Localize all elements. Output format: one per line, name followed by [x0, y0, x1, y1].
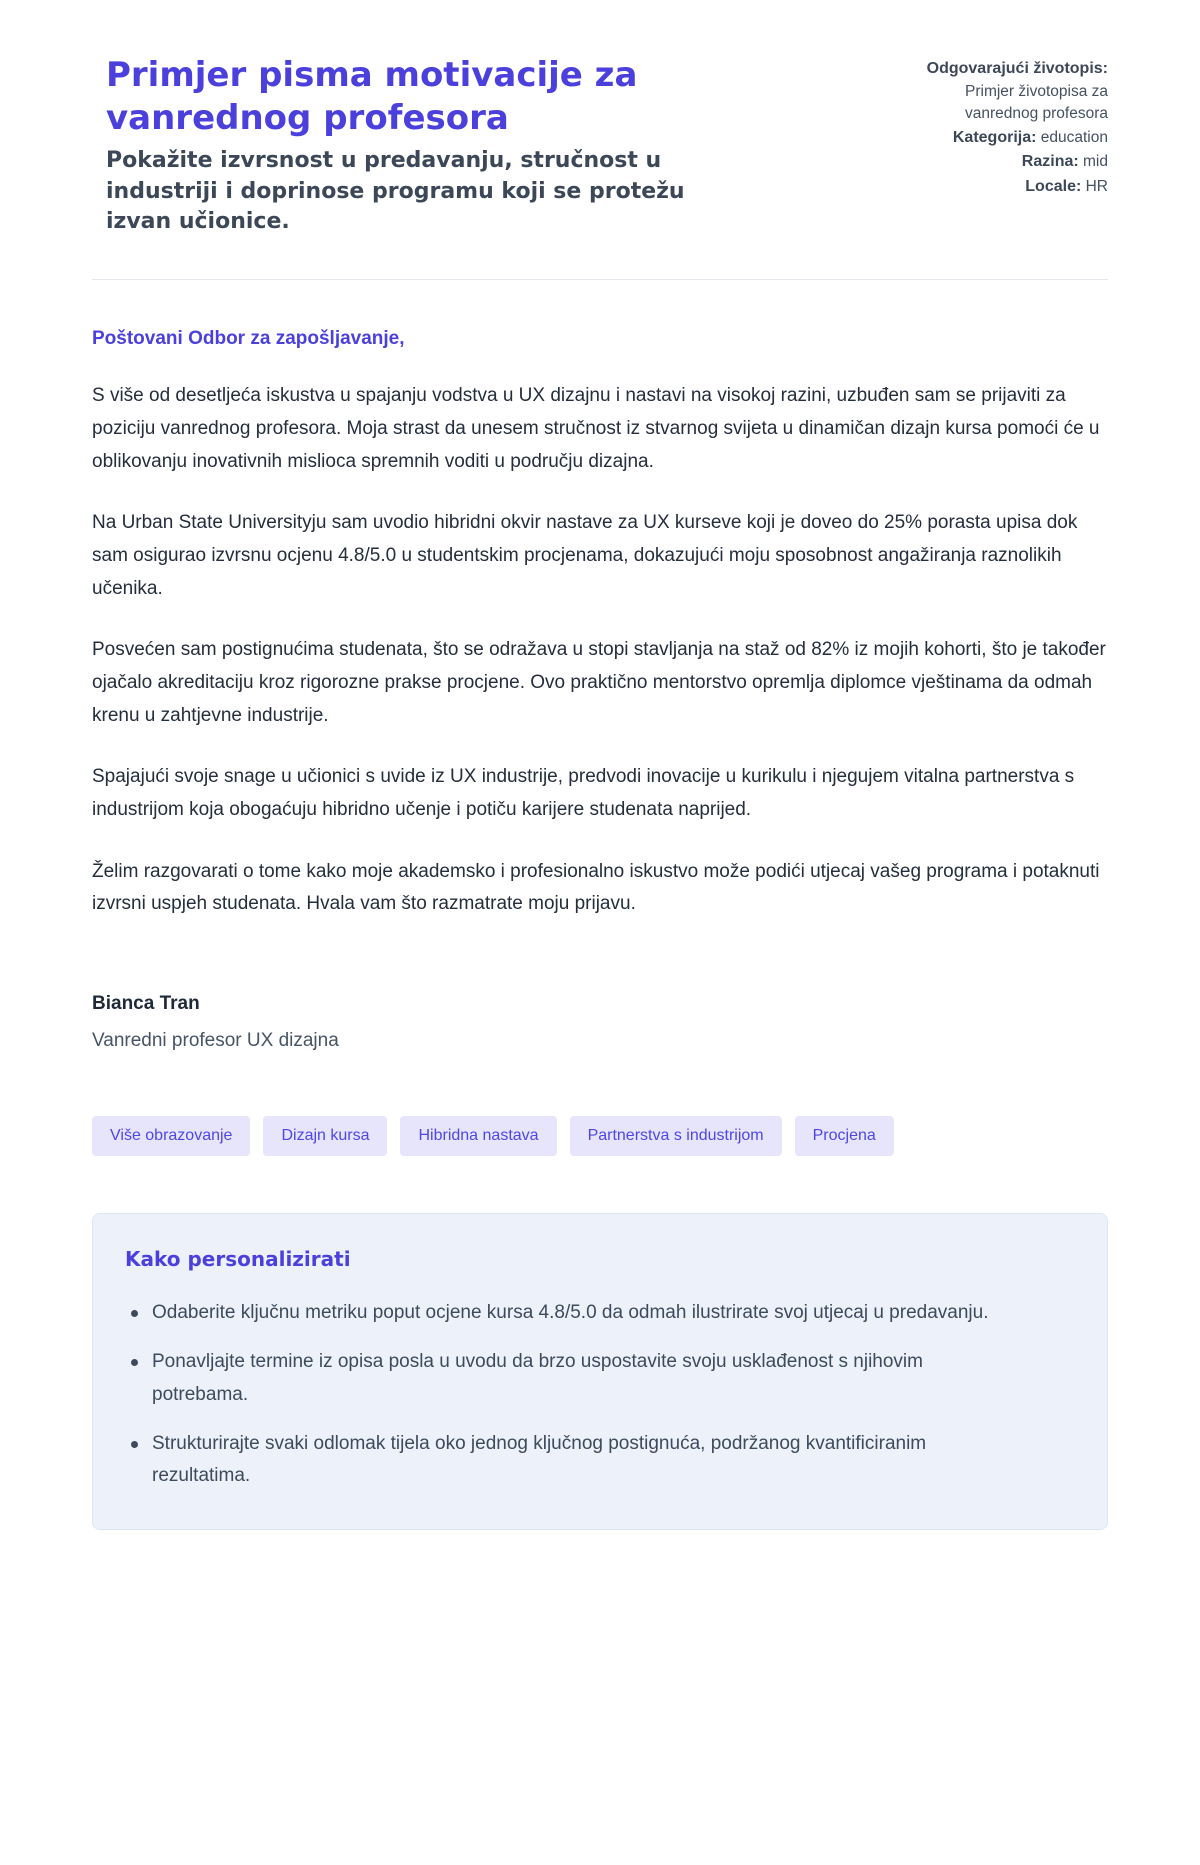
meta-locale-value: HR: [1085, 178, 1108, 196]
meta-level-row: [927, 151, 1108, 174]
letter-greeting: Poštovani Odbor za zapošljavanje,: [92, 328, 405, 350]
meta-category-label: Kategorija:: [952, 128, 1037, 146]
tag-chip-assessment[interactable]: Procjena: [795, 1116, 894, 1156]
meta-resume-label: Odgovarajući životopis:: [926, 60, 1108, 77]
meta-resume-value: Primjer životopisa za vanrednog profesora: [964, 82, 1108, 122]
meta-locale-row: [927, 176, 1108, 199]
signature-role: Vanredni profesor UX dizajna: [92, 1030, 339, 1052]
tag-chip-course-design[interactable]: Dizajn kursa: [263, 1116, 387, 1156]
meta-category-value: education: [1040, 128, 1108, 146]
letter-body: [92, 328, 1108, 1052]
tips-list: [125, 1297, 1075, 1492]
meta-level-value: mid: [1083, 153, 1108, 171]
signature-name: Bianca Tran: [92, 993, 200, 1015]
bullet-icon: [131, 1359, 138, 1366]
tip-item: [125, 1428, 1005, 1493]
tip-text: Ponavljajte termine iz opisa posla u uvodu da brzo uspostavite svoju usklađenost s njihovim potrebama.: [152, 1351, 923, 1405]
tag-list: [92, 1116, 1108, 1156]
tag-chip-higher-education[interactable]: Više obrazovanje: [92, 1116, 250, 1156]
tips-heading: Kako personalizirati: [125, 1247, 351, 1272]
signature-block: [92, 993, 1108, 1052]
tag-chip-hybrid-teaching[interactable]: Hibridna nastava: [400, 1116, 556, 1156]
meta-panel: [927, 54, 1108, 199]
meta-level-label: Razina:: [1021, 153, 1079, 171]
meta-locale-label: Locale:: [1025, 178, 1082, 196]
tip-text: Odaberite ključnu metriku poput ocjene kursa 4.8/5.0 da odmah ilustrirate svoj utjecaj u predavanju.: [152, 1302, 989, 1324]
personalization-tips-box: [92, 1213, 1108, 1529]
letter-paragraph: Želim razgovarati o tome kako moje akademsko i profesionalno iskustvo može podići utjecaj vašeg programa i potaknuti izvrsni uspjeh studenata. Hvala vam što razmatrate moju prijavu.: [92, 860, 1100, 915]
header-divider: [92, 279, 1108, 280]
page-subtitle: Pokažite izvrsnost u predavanju, stručnost u industriji i doprinose programu koji se protežu izvan učionice.: [106, 148, 685, 235]
bullet-icon: [131, 1310, 138, 1317]
tip-text: Strukturirajte svaki odlomak tijela oko jednog ključnog postignuća, podržanog kvantificiranim rezultatima.: [152, 1433, 927, 1487]
page-header: [92, 54, 1108, 237]
tag-chip-industry-partnerships[interactable]: Partnerstva s industrijom: [570, 1116, 782, 1156]
header-title-block: [92, 54, 706, 237]
letter-paragraph: Posvećen sam postignućima studenata, što se odražava u stopi stavljanja na staž od 82% iz mojih kohorti, što je također ojačalo akreditaciju kroz rigorozne prakse procjene. Ovo praktično mentorstvo opremlja diplomce vještinama da odmah krenu u zahtjevne industrije.: [92, 639, 1106, 726]
tip-item: [125, 1346, 1005, 1411]
meta-category-row: [927, 127, 1108, 150]
letter-paragraph: Na Urban State Universityju sam uvodio hibridni okvir nastave za UX kurseve koji je doveo do 25% porasta upisa dok sam osigurao izvrsnu ocjenu 4.8/5.0 u studentskim procjenama, dokazujući moju sposobnost angažiranja raznolikih učenika.: [92, 512, 1078, 599]
page-title: Primjer pisma motivacije za vanrednog profesora: [106, 55, 638, 139]
cover-letter-page: [92, 0, 1108, 1530]
tip-item: [125, 1297, 1005, 1329]
letter-paragraph: S više od desetljeća iskustva u spajanju vodstva u UX dizajnu i nastavi na visokoj razini, uzbuđen sam se prijaviti za poziciju vanrednog profesora. Moja strast da unesem stručnost iz stvarnog svijeta u dinamičan dizajn kursa pomoći će u oblikovanju inovativnih mislioca spremnih voditi u području dizajna.: [92, 385, 1100, 472]
bullet-icon: [131, 1441, 138, 1448]
letter-paragraph: Spajajući svoje snage u učionici s uvide iz UX industrije, predvodi inovacije u kurikulu i njegujem vitalna partnerstva s industrijom koja obogaćuju hibridno učenje i potiču karijere studenata naprijed.: [92, 766, 1075, 821]
